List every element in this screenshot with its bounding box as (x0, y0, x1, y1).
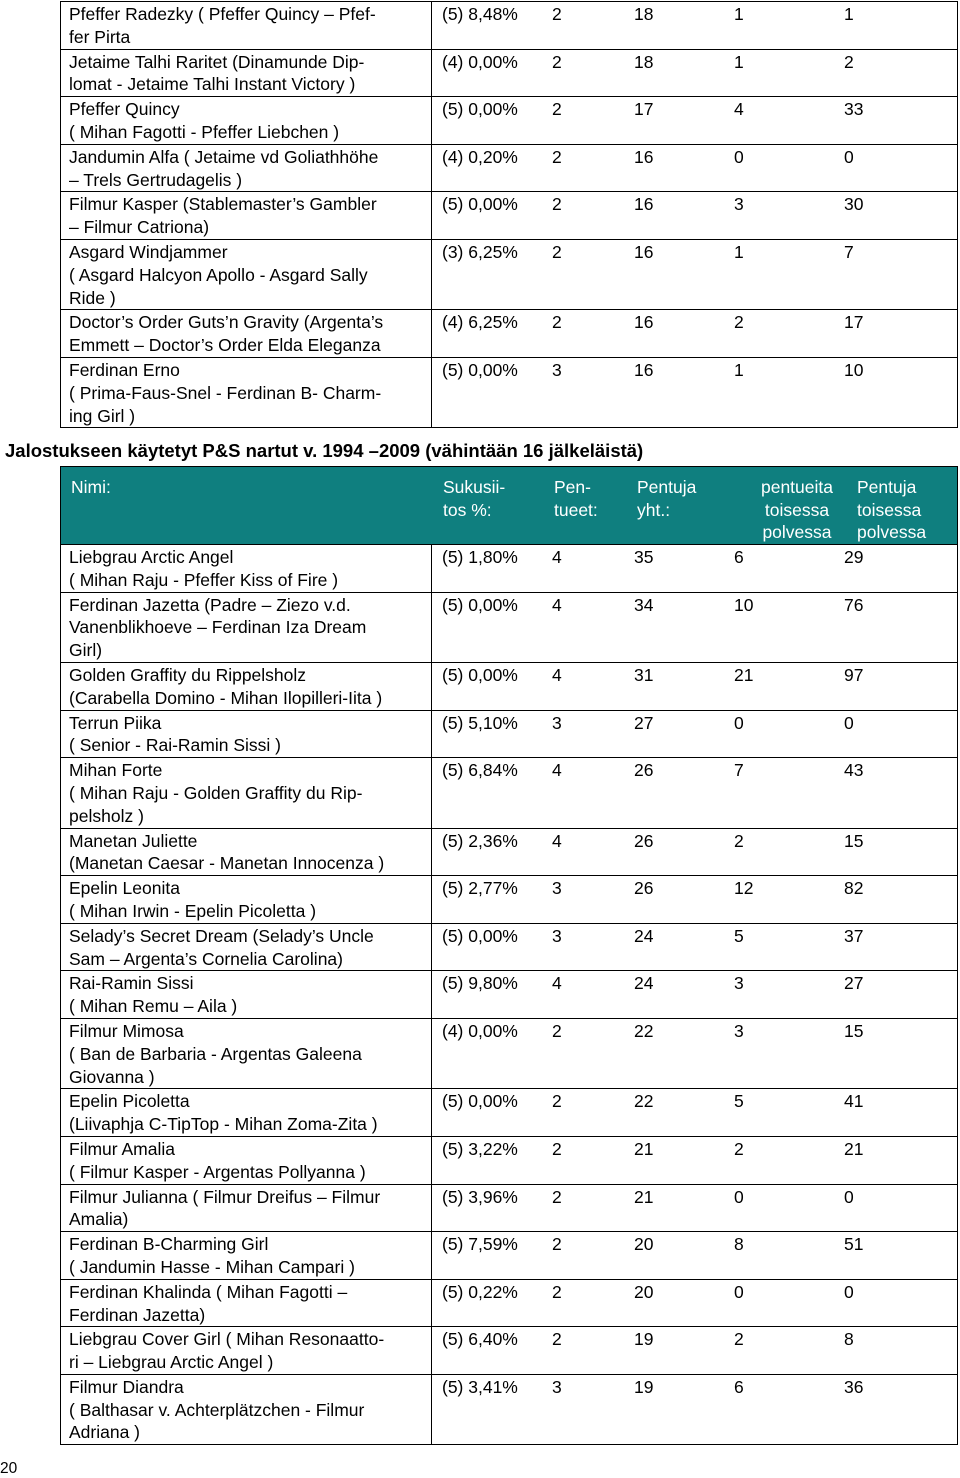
row-values (432, 1089, 958, 1137)
pentueita-toisessa-value: 10 (734, 594, 754, 615)
row-name: Liebgrau Arctic Angel ( Mihan Raju - Pfeffer Kiss of Fire ) (61, 545, 432, 593)
pentuja-toisessa-value: 0 (844, 1281, 854, 1302)
top-table-body (61, 2, 958, 428)
table-row (61, 876, 958, 924)
row-values (432, 310, 958, 358)
sukusiitos-value: (5) 0,00% (442, 1091, 518, 1112)
row-name: Rai-Ramin Sissi ( Mihan Remu – Aila ) (61, 971, 432, 1019)
pentueita-toisessa-value: 0 (734, 1186, 744, 1207)
pentuja-yht-value: 26 (634, 830, 654, 851)
sukusiitos-value: (5) 0,00% (442, 99, 518, 120)
row-name: Filmur Diandra ( Balthasar v. Achterplätzchen - Filmur Adriana ) (61, 1374, 432, 1444)
sukusiitos-value: (5) 0,00% (442, 594, 518, 615)
pentuja-toisessa-value: 15 (844, 830, 864, 851)
pentuja-yht-value: 27 (634, 712, 654, 733)
table-row (61, 1136, 958, 1184)
page-number: 20 (0, 1460, 18, 1477)
sukusiitos-value: (4) 0,00% (442, 51, 518, 72)
pentueet-value: 2 (552, 1020, 562, 1041)
pentueet-value: 2 (552, 1091, 562, 1112)
row-values (432, 2, 958, 50)
sukusiitos-value: (5) 3,41% (442, 1376, 518, 1397)
pentuja-toisessa-value: 76 (844, 594, 864, 615)
pentuja-toisessa-value: 7 (844, 241, 854, 262)
sukusiitos-value: (5) 8,48% (442, 4, 518, 24)
sukusiitos-value: (4) 0,00% (442, 1020, 518, 1041)
pentuja-yht-value: 18 (634, 4, 654, 24)
pentuja-yht-value: 21 (634, 1138, 654, 1159)
row-name: Liebgrau Cover Girl ( Mihan Resonaatto- ri – Liebgrau Arctic Angel ) (61, 1327, 432, 1375)
table-row (61, 239, 958, 309)
pentueet-value: 2 (552, 1234, 562, 1255)
pentuja-toisessa-value: 36 (844, 1376, 864, 1397)
row-name: Mihan Forte ( Mihan Raju - Golden Graffity du Rip- pelsholz ) (61, 758, 432, 828)
table-row (61, 710, 958, 758)
pentueita-toisessa-value: 4 (734, 99, 744, 120)
row-values (432, 144, 958, 192)
row-values (432, 1232, 958, 1280)
top-table (60, 1, 958, 428)
header-row (61, 467, 958, 545)
pentuja-yht-value: 20 (634, 1234, 654, 1255)
sukusiitos-value: (5) 6,84% (442, 760, 518, 781)
row-name: Jandumin Alfa ( Jetaime vd Goliathhöhe – Trels Gertrudagelis ) (61, 144, 432, 192)
pentuja-toisessa-value: 10 (844, 359, 864, 380)
sukusiitos-value: (5) 0,00% (442, 359, 518, 380)
pentueet-value: 3 (552, 712, 562, 733)
table-row (61, 1184, 958, 1232)
sukusiitos-value: (5) 2,36% (442, 830, 518, 851)
table-row (61, 144, 958, 192)
pentuja-yht-value: 34 (634, 594, 654, 615)
main-table-body (61, 545, 958, 1445)
row-name: Filmur Amalia ( Filmur Kasper - Argentas Pollyanna ) (61, 1136, 432, 1184)
pentuja-yht-value: 26 (634, 878, 654, 899)
pentueet-value: 4 (552, 594, 562, 615)
row-name: Jetaime Talhi Raritet (Dinamunde Dip- lomat - Jetaime Talhi Instant Victory ) (61, 49, 432, 97)
pentuja-yht-value: 16 (634, 241, 654, 262)
row-values (432, 97, 958, 145)
sukusiitos-value: (4) 6,25% (442, 312, 518, 333)
pentueet-value: 2 (552, 312, 562, 333)
sukusiitos-value: (5) 5,10% (442, 712, 518, 733)
table-row (61, 192, 958, 240)
row-name: Ferdinan Erno ( Prima-Faus-Snel - Ferdinan B- Charm- ing Girl ) (61, 357, 432, 427)
pentuja-toisessa-value: 43 (844, 760, 864, 781)
pentuja-yht-value: 31 (634, 664, 654, 685)
row-values (432, 239, 958, 309)
pentuja-toisessa-value: 0 (844, 146, 854, 167)
table-row (61, 662, 958, 710)
row-values (432, 828, 958, 876)
pentuja-yht-value: 19 (634, 1329, 654, 1350)
pentuja-yht-value: 22 (634, 1020, 654, 1041)
row-name: Selady’s Secret Dream (Selady’s Uncle Sam – Argenta’s Cornelia Carolina) (61, 923, 432, 971)
pentuja-toisessa-value: 41 (844, 1091, 864, 1112)
pentueita-toisessa-value: 0 (734, 1281, 744, 1302)
header-nimi: Nimi: (71, 477, 111, 497)
table-row (61, 545, 958, 593)
table-row (61, 758, 958, 828)
row-name: Doctor’s Order Guts’n Gravity (Argenta’s Emmett – Doctor’s Order Elda Eleganza (61, 310, 432, 358)
pentuja-toisessa-value: 0 (844, 712, 854, 733)
pentueita-toisessa-value: 2 (734, 1138, 744, 1159)
row-name: Terrun Piika ( Senior - Rai-Ramin Sissi ) (61, 710, 432, 758)
row-name: Ferdinan Jazetta (Padre – Ziezo v.d. Vanenblikhoeve – Ferdinan Iza Dream Girl) (61, 592, 432, 662)
pentuja-yht-value: 18 (634, 51, 654, 72)
pentuja-yht-value: 17 (634, 99, 654, 120)
pentueita-toisessa-value: 5 (734, 925, 744, 946)
sukusiitos-value: (5) 0,00% (442, 664, 518, 685)
pentueita-toisessa-value: 6 (734, 1376, 744, 1397)
pentuja-toisessa-value: 29 (844, 547, 864, 567)
table-row (61, 2, 958, 50)
pentueet-value: 4 (552, 830, 562, 851)
pentueita-toisessa-value: 0 (734, 146, 744, 167)
row-values (432, 662, 958, 710)
pentueita-toisessa-value: 5 (734, 1091, 744, 1112)
pentuja-toisessa-value: 27 (844, 973, 864, 994)
pentuja-yht-value: 24 (634, 973, 654, 994)
pentueita-toisessa-value: 8 (734, 1234, 744, 1255)
pentuja-toisessa-value: 51 (844, 1234, 864, 1255)
pentuja-toisessa-value: 1 (844, 4, 854, 24)
pentueet-value: 3 (552, 925, 562, 946)
table-row (61, 1232, 958, 1280)
row-name: Filmur Mimosa ( Ban de Barbaria - Argentas Galeena Giovanna ) (61, 1018, 432, 1088)
row-name: Filmur Julianna ( Filmur Dreifus – Filmur Amalia) (61, 1184, 432, 1232)
pentueita-toisessa-value: 1 (734, 4, 744, 24)
pentueet-value: 3 (552, 359, 562, 380)
pentueita-toisessa-value: 2 (734, 1329, 744, 1350)
pentueet-value: 3 (552, 878, 562, 899)
pentuja-toisessa-value: 37 (844, 925, 864, 946)
table-row (61, 1327, 958, 1375)
row-values (432, 1136, 958, 1184)
pentuja-yht-value: 16 (634, 194, 654, 215)
pentuja-toisessa-value: 97 (844, 664, 864, 685)
row-values (432, 357, 958, 427)
row-values (432, 592, 958, 662)
header-pentuja-yht: Pentuja yht.: (637, 477, 697, 520)
pentueita-toisessa-value: 3 (734, 1020, 744, 1041)
pentuja-yht-value: 20 (634, 1281, 654, 1302)
pentueet-value: 2 (552, 51, 562, 72)
section-title: Jalostukseen käytetyt P&S nartut v. 1994 –2009 (vähintään 16 jälkeläistä) (5, 440, 644, 461)
header-pentuja-toisessa: Pentuja toisessa polvessa (857, 477, 927, 542)
table-row (61, 1279, 958, 1327)
table-row (61, 357, 958, 427)
row-values (432, 545, 958, 593)
sukusiitos-value: (5) 1,80% (442, 547, 518, 567)
pentuja-toisessa-value: 82 (844, 878, 864, 899)
sukusiitos-value: (5) 3,96% (442, 1186, 518, 1207)
pentuja-toisessa-value: 8 (844, 1329, 854, 1350)
row-name: Epelin Leonita ( Mihan Irwin - Epelin Picoletta ) (61, 876, 432, 924)
sukusiitos-value: (5) 2,77% (442, 878, 518, 899)
pentueet-value: 2 (552, 1138, 562, 1159)
pentuja-yht-value: 16 (634, 359, 654, 380)
row-values (432, 758, 958, 828)
row-name: Ferdinan B-Charming Girl ( Jandumin Hasse - Mihan Campari ) (61, 1232, 432, 1280)
table-row (61, 1374, 958, 1444)
row-name: Golden Graffity du Rippelsholz (Carabella Domino - Mihan Ilopilleri-Iita ) (61, 662, 432, 710)
table-row (61, 49, 958, 97)
pentueet-value: 2 (552, 4, 562, 24)
table-row (61, 923, 958, 971)
table-row (61, 310, 958, 358)
pentueita-toisessa-value: 1 (734, 241, 744, 262)
pentueita-toisessa-value: 3 (734, 194, 744, 215)
pentuja-yht-value: 21 (634, 1186, 654, 1207)
main-table (60, 466, 958, 1445)
pentueet-value: 4 (552, 760, 562, 781)
table-row (61, 592, 958, 662)
row-name: Filmur Kasper (Stablemaster’s Gambler – Filmur Catriona) (61, 192, 432, 240)
pentuja-yht-value: 24 (634, 925, 654, 946)
header-pentueita-toisessa: pentueita toisessa polvessa (760, 477, 833, 542)
row-values (432, 876, 958, 924)
pentueita-toisessa-value: 3 (734, 973, 744, 994)
sukusiitos-value: (4) 0,20% (442, 146, 518, 167)
row-name: Manetan Juliette (Manetan Caesar - Manetan Innocenza ) (61, 828, 432, 876)
pentuja-toisessa-value: 0 (844, 1186, 854, 1207)
row-name: Ferdinan Khalinda ( Mihan Fagotti – Ferdinan Jazetta) (61, 1279, 432, 1327)
pentueet-value: 2 (552, 146, 562, 167)
pentuja-toisessa-value: 2 (844, 51, 854, 72)
pentueet-value: 2 (552, 99, 562, 120)
pentuja-toisessa-value: 15 (844, 1020, 864, 1041)
sukusiitos-value: (5) 3,22% (442, 1138, 518, 1159)
pentueet-value: 2 (552, 1186, 562, 1207)
row-values (432, 1327, 958, 1375)
sukusiitos-value: (5) 9,80% (442, 973, 518, 994)
pentueet-value: 4 (552, 547, 562, 567)
table-row (61, 971, 958, 1019)
row-values (432, 192, 958, 240)
row-values (432, 1374, 958, 1444)
sukusiitos-value: (3) 6,25% (442, 241, 518, 262)
pentueita-toisessa-value: 2 (734, 312, 744, 333)
pentueita-toisessa-value: 21 (734, 664, 754, 685)
pentueita-toisessa-value: 2 (734, 830, 744, 851)
pentueita-toisessa-value: 6 (734, 547, 744, 567)
pentueet-value: 4 (552, 664, 562, 685)
pentueita-toisessa-value: 1 (734, 359, 744, 380)
row-values (432, 923, 958, 971)
row-values (432, 1279, 958, 1327)
sukusiitos-value: (5) 0,00% (442, 194, 518, 215)
pentuja-yht-value: 22 (634, 1091, 654, 1112)
header-sukusiitos: Sukusii- tos %: (443, 477, 506, 520)
row-name: Asgard Windjammer ( Asgard Halcyon Apollo - Asgard Sally Ride ) (61, 239, 432, 309)
table-row (61, 1018, 958, 1088)
pentueet-value: 2 (552, 241, 562, 262)
main-table-header (61, 467, 958, 545)
row-values (432, 971, 958, 1019)
sukusiitos-value: (5) 0,00% (442, 925, 518, 946)
row-values (432, 1184, 958, 1232)
row-values (432, 710, 958, 758)
pentuja-toisessa-value: 30 (844, 194, 864, 215)
table-row (61, 1089, 958, 1137)
table-row (61, 828, 958, 876)
pentueet-value: 3 (552, 1376, 562, 1397)
pentueet-value: 2 (552, 194, 562, 215)
row-name: Epelin Picoletta (Liivaphja C-TipTop - Mihan Zoma-Zita ) (61, 1089, 432, 1137)
row-values (432, 1018, 958, 1088)
pentuja-yht-value: 26 (634, 760, 654, 781)
pentuja-yht-value: 16 (634, 146, 654, 167)
pentueet-value: 2 (552, 1281, 562, 1302)
pentuja-toisessa-value: 17 (844, 312, 864, 333)
pentuja-toisessa-value: 21 (844, 1138, 864, 1159)
row-name: Pfeffer Quincy ( Mihan Fagotti - Pfeffer Liebchen ) (61, 97, 432, 145)
sukusiitos-value: (5) 6,40% (442, 1329, 518, 1350)
pentueita-toisessa-value: 1 (734, 51, 744, 72)
pentuja-yht-value: 19 (634, 1376, 654, 1397)
pentueet-value: 2 (552, 1329, 562, 1350)
table-row (61, 97, 958, 145)
pentueita-toisessa-value: 7 (734, 760, 744, 781)
pentueet-value: 4 (552, 973, 562, 994)
sukusiitos-value: (5) 0,22% (442, 1281, 518, 1302)
pentuja-yht-value: 35 (634, 547, 654, 567)
pentueita-toisessa-value: 12 (734, 878, 754, 899)
header-pentueet: Pen- tueet: (554, 477, 598, 520)
row-values (432, 49, 958, 97)
row-name: Pfeffer Radezky ( Pfeffer Quincy – Pfef- fer Pirta (61, 2, 432, 50)
pentuja-toisessa-value: 33 (844, 99, 864, 120)
sukusiitos-value: (5) 7,59% (442, 1234, 518, 1255)
pentueita-toisessa-value: 0 (734, 712, 744, 733)
pentuja-yht-value: 16 (634, 312, 654, 333)
